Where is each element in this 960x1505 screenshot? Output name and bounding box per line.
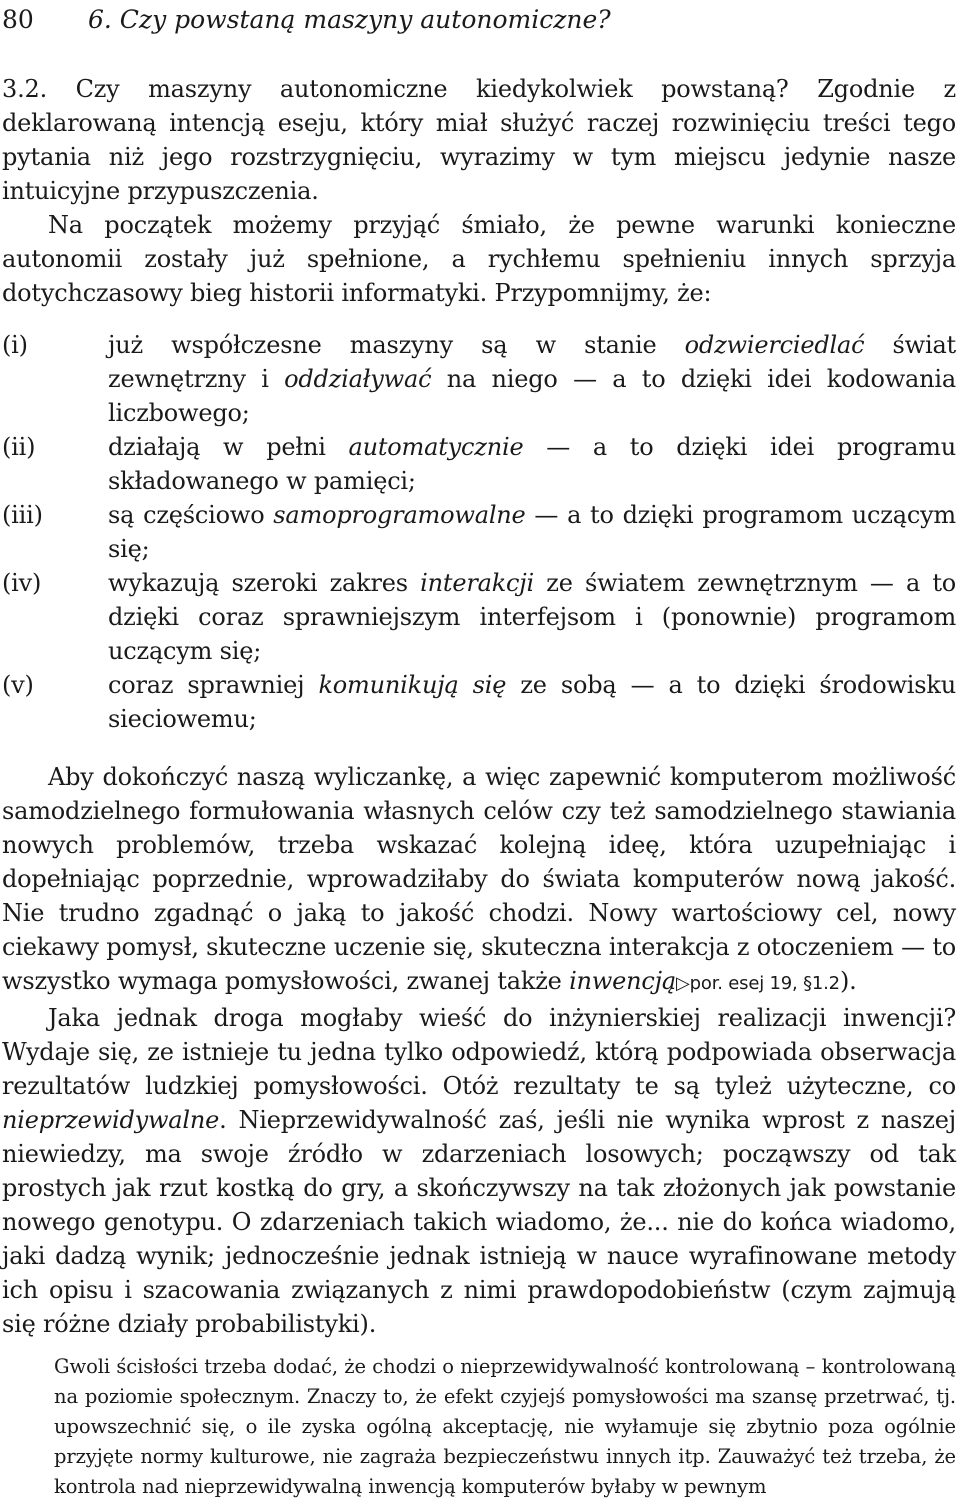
list-emphasis: odzwierciedlać bbox=[684, 331, 865, 359]
list-marker: (ii) bbox=[2, 433, 36, 461]
footnote bbox=[2, 1352, 956, 1502]
list-marker: (iv) bbox=[2, 569, 42, 597]
emphasis: inwencją bbox=[569, 967, 677, 995]
list-text: — a to dzięki idei programu składowanego w pamięci; bbox=[108, 433, 956, 495]
list-emphasis: oddziaływać bbox=[284, 365, 432, 393]
list-text: — a to dzięki programom uczącym się; bbox=[108, 501, 956, 563]
footnote-text: Gwoli ścisłości trzeba dodać, że chodzi o nieprzewidywalność kontrolowaną – kontrolowaną na poziomie społecznym. Znaczy to, że efekt czyjejś pomysłowości ma szansę przetrwać, tj. upowszechnić się, o ile zyska ogólną akceptację, nie wyłamuje się zbytnio poza ogólnie przyjęte normy kulturowe, nie zagraża bezpieczeństwu innych itp. Zauważyć też trzeba, że kontrola nad nieprzewidywalną inwencją komputerów byłaby w pewnym bbox=[54, 1355, 956, 1498]
section-number: 3.2. bbox=[2, 75, 47, 103]
cross-reference-link[interactable]: por. esej 19, §1.2 bbox=[689, 973, 840, 994]
list-item bbox=[2, 430, 956, 498]
list-item bbox=[2, 566, 956, 668]
list-text: ze światem zewnętrznym — a to dzięki coraz sprawniejszym interfejsom i (ponownie) programom uczącym się; bbox=[108, 569, 957, 665]
list-text: coraz sprawniej bbox=[108, 671, 319, 699]
list-emphasis: interakcji bbox=[420, 569, 535, 597]
list-text: wykazują szeroki zakres bbox=[108, 569, 421, 597]
cross-reference-arrow-icon: ▷ bbox=[676, 973, 690, 994]
paragraph-text: Aby dokończyć naszą wyliczankę, a więc zapewnić komputerom możliwość samodzielnego formułowania własnych celów czy też samodzielnego stawiania nowych problemów, trzeba wskazać kolejną ideę, która uzupełniając i dopełniając poprzednie, wprowadziłaby do świata komputerów nową jakość. Nie trudno zgadnąć o jaką to jakość chodzi. Nowy wartościowy cel, nowy ciekawy pomysł, skuteczne uczenie się, skuteczna interakcja z otoczeniem — to wszystko wymaga pomysłowości, zwanej także bbox=[2, 763, 957, 995]
list-text: na niego — a to dzięki idei kodowania liczbowego; bbox=[108, 365, 956, 427]
list-text: ze sobą — a to dzięki środowisku sieciowemu; bbox=[108, 671, 957, 733]
paragraph-2 bbox=[2, 760, 956, 1001]
list-item bbox=[2, 668, 956, 736]
paragraph-text: . Nieprzewidywalność zaś, jeśli nie wynika wprost z naszej niewiedzy, ma swoje źródło w zdarzeniach losowych; począwszy od tak prostych jak rzut kostką do gry, a skończywszy na tak złożonych jak powstanie nowego genotypu. O zdarzeniach takich wiadomo, że... nie do końca wiadomo, jaki dadzą wynik; jednocześnie jednak istnieją w nauce wyrafinowane metody ich opisu i szacowania związanych z nimi prawdopodobieństw (czym zajmują się różne działy probabilistyki). bbox=[2, 1106, 956, 1338]
emphasis: nieprzewidywalne bbox=[2, 1106, 220, 1134]
list-text: są częściowo bbox=[108, 501, 274, 529]
section-intro-text: Zgodnie z deklarowaną intencją eseju, który miał służyć raczej rozwinięciu treści tego pytania niż jego rozstrzygnięciu, wyrazimy w tym miejscu jedynie nasze intuicyjne przypuszczenia. bbox=[2, 75, 956, 205]
list-item bbox=[2, 498, 956, 566]
running-head: 6. Czy powstaną maszyny autonomiczne? bbox=[88, 5, 611, 34]
list-text: już współczesne maszyny są w stanie bbox=[108, 331, 685, 359]
paragraph-3 bbox=[2, 1001, 956, 1341]
page-number: 80 bbox=[2, 5, 34, 34]
list-text: świat zewnętrzny i bbox=[108, 331, 957, 393]
section-intro bbox=[2, 72, 956, 208]
list-item bbox=[2, 328, 956, 430]
list-marker: (i) bbox=[2, 331, 28, 359]
list-emphasis: automatycznie bbox=[348, 433, 524, 461]
page-header bbox=[2, 0, 956, 40]
list-text: działają w pełni bbox=[108, 433, 349, 461]
section-title: Czy maszyny autonomiczne kiedykolwiek powstaną? bbox=[75, 75, 789, 103]
list-marker: (v) bbox=[2, 671, 34, 699]
paragraph-text: ). bbox=[839, 967, 857, 995]
enumerated-list bbox=[2, 328, 956, 736]
list-emphasis: samoprogramowalne bbox=[273, 501, 526, 529]
list-marker: (iii) bbox=[2, 501, 43, 529]
paragraph-text: Jaka jednak droga mogłaby wieść do inżynierskiej realizacji inwencji? Wydaje się, ze istnieje tu jedna tylko odpowiedź, którą podpowiada obserwacja rezultatów ludzkiej pomysłowości. Otóż rezultaty te są tyleż użyteczne, co bbox=[2, 1004, 956, 1100]
main-text bbox=[2, 72, 956, 1341]
paragraph-1: Na początek możemy przyjąć śmiało, że pewne warunki konieczne autonomii zostały już spełnione, a rychłemu spełnieniu innych sprzyja dotychczasowy bieg historii informatyki. Przypomnijmy, że: bbox=[2, 211, 956, 307]
list-emphasis: komunikują się bbox=[318, 671, 507, 699]
